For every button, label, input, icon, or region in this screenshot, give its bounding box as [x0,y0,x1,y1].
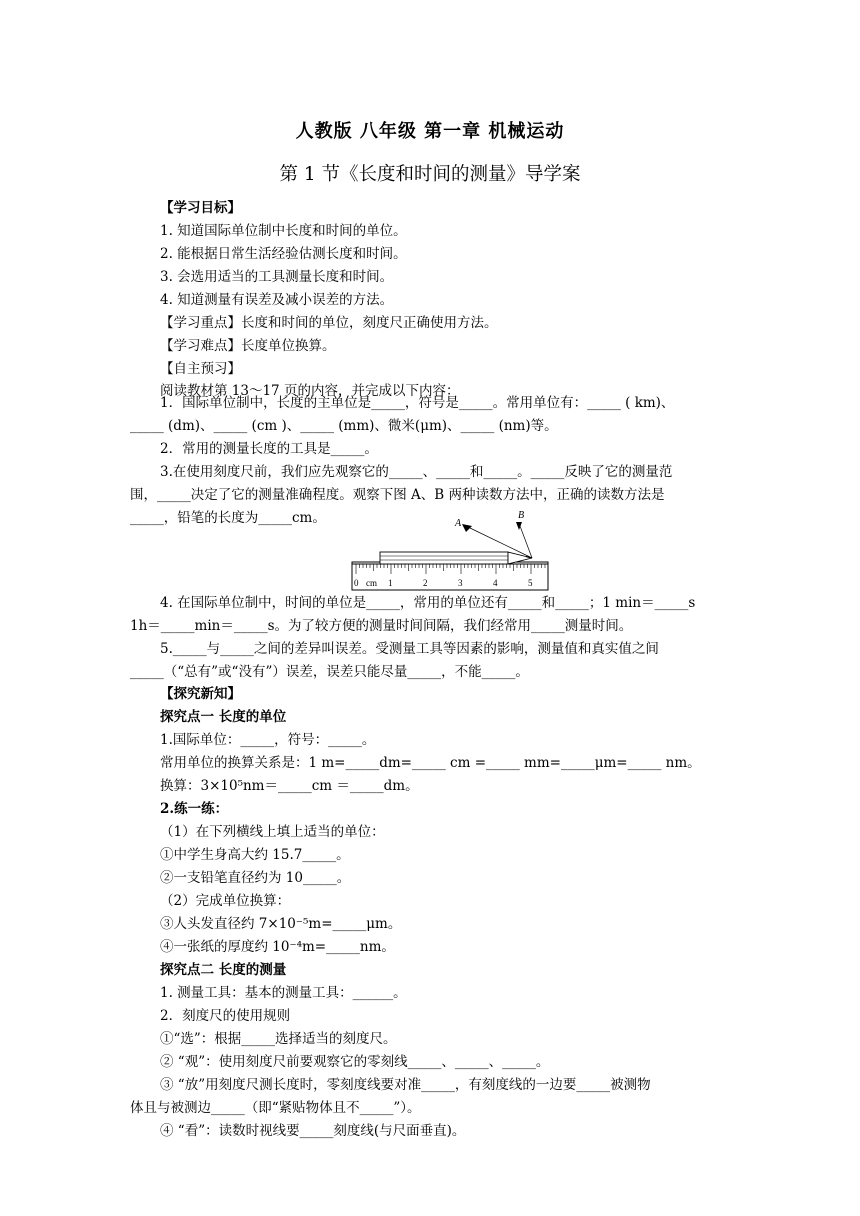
label-a: A [455,518,462,529]
section-heading: 【自主预习】 [160,361,241,377]
tick-label: 1 [388,578,393,588]
page-subtitle: 第 1 节《长度和时间的测量》导学案 [279,164,581,185]
text-line: 2. 能根据日常生活经验估测长度和时间。 [160,246,407,262]
tick-label: 2 [423,578,428,588]
text-line: ①“选”：根据_____选择适当的刻度尺。 [160,1031,397,1047]
text-line: 2．刻度尺的使用规则 [160,1008,291,1024]
section-heading: 【探究新知】 [160,686,241,702]
text-line: 2．常用的测量长度的工具是_____。 [160,441,378,457]
tick-label: 3 [458,578,463,588]
text-line: 4. 在国际单位制中，时间的单位是_____，常用的单位还有_____和_____；1 min＝_____s [160,595,696,611]
pencil [380,552,532,564]
ruler-pencil-figure [350,508,550,592]
text-line: ①中学生身高大约 15.7_____。 [160,847,350,863]
text-line: 4. 知道测量有误差及减小误差的方法。 [160,292,394,308]
tick-label: 5 [528,578,533,588]
text-line: 1. 测量工具：基本的测量工具：______。 [160,985,407,1001]
text-line: ④一张纸的厚度约 10⁻⁴m=_____nm。 [160,939,395,955]
text-line: 【学习难点】长度单位换算。 [160,338,336,354]
text-line: 体且与被测边_____（即“紧贴物体且不_____”）。 [130,1100,421,1116]
text-line: ③人头发直径约 7×10⁻⁵m=_____μm。 [160,916,402,932]
text-line: ④ “看”：读数时视线要_____刻度线(与尺面垂直)。 [160,1123,466,1139]
text-line: 【学习重点】长度和时间的单位，刻度尺正确使用方法。 [160,315,498,331]
text-line: ③ “放”用刻度尺测长度时，零刻度线要对准_____，有刻度线的一边要_____被测物 [160,1077,651,1093]
text-line: ② “观”：使用刻度尺前要观察它的零刻线_____、_____、_____。 [160,1054,550,1070]
section-heading: 2.练一练： [160,801,229,817]
label-b: B [518,510,525,521]
text-line: 3.在使用刻度尺前，我们应先观察它的_____、_____和_____。_____反映了它的测量范 [160,464,673,480]
text-line: （1）在下列横线上填上适当的单位： [160,824,385,840]
text-line: 5._____与_____之间的差异叫误差。受测量工具等因素的影响，测量值和真实值之间 [160,641,659,657]
text-line: ②一支铅笔直径约为 10_____。 [160,870,351,886]
section-heading: 探究点一 长度的单位 [160,709,287,725]
section-heading: 【学习目标】 [160,200,241,216]
text-line: （2）完成单位换算： [160,893,291,909]
section-heading: 探究点二 长度的测量 [160,962,287,978]
text-line: 1h＝_____min＝_____s。为了较方便的测量时间间隔，我们经常用_____测量时间。 [130,618,633,634]
ruler-body [352,562,548,590]
text-line: 围，_____决定了它的测量准确程度。观察下图 A、B 两种读数方法中，正确的读数方法是 [130,487,665,503]
text-line: 1. 知道国际单位制中长度和时间的单位。 [160,223,407,239]
ruler-unit: cm [366,578,377,588]
tick-label: 4 [493,578,498,588]
tick-label: 0 [354,578,359,588]
text-line: _____ (dm)、_____ (cm )、_____ (mm)、微米(μm)、_____ (nm)等。 [130,418,558,434]
text-line: 1．国际单位制中，长度的主单位是_____，符号是_____。常用单位有：_____ ( km)、 [160,395,675,411]
text-line: 常用单位的换算关系是：1 m=_____dm=_____ cm =_____ mm=_____μm=_____ nm。 [160,755,701,771]
text-line: _____，铅笔的长度为_____cm。 [130,510,326,526]
text-line: 1.国际单位：_____，符号：_____。 [160,732,376,748]
text-line: _____（“总有”或“没有”）误差，误差只能尽量_____，不能_____。 [130,664,529,680]
text-line: 换算：3×10⁵nm＝_____cm ＝_____dm。 [160,778,419,794]
page-title: 人教版 八年级 第一章 机械运动 [295,121,565,142]
text-line: 3. 会选用适当的工具测量长度和时间。 [160,269,394,285]
text-line: 阅读教材第 13～17 页的内容，并完成以下内容： [160,383,460,399]
